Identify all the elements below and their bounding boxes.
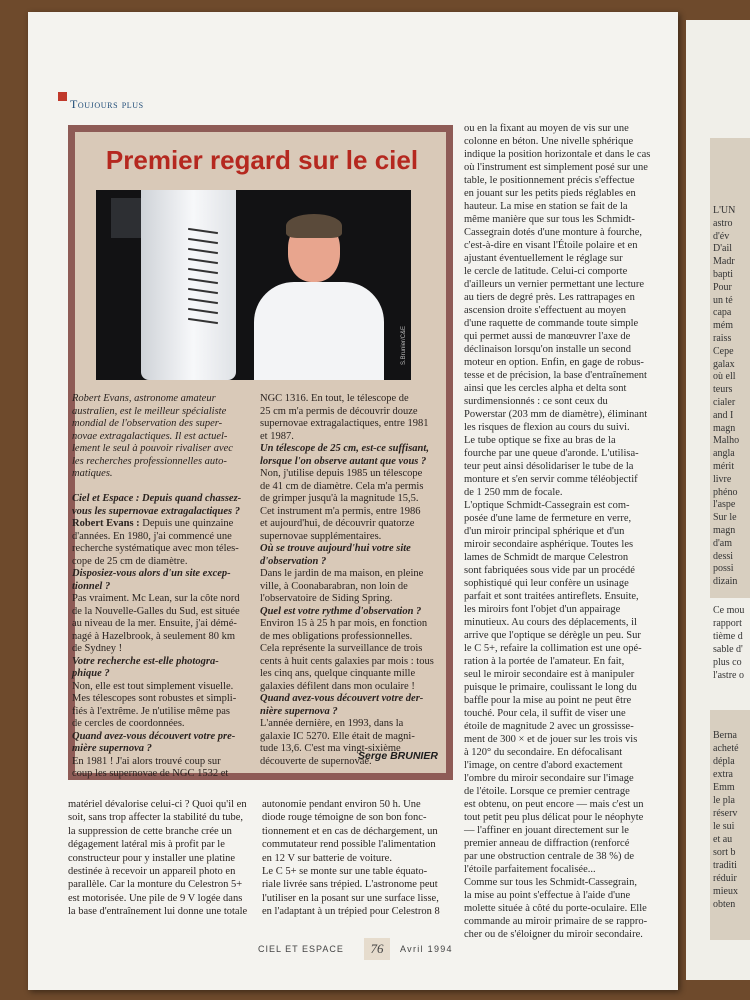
next-page-line: le pla (713, 795, 735, 806)
next-page-line: magn (713, 422, 736, 434)
text-line: d'années. En 1980, j'ai commencé une (72, 530, 232, 542)
text-line: indique la position horizontale et dans le cas (464, 149, 651, 160)
text-line: fiés à l'extrême. Je n'utilise même pas (72, 705, 231, 717)
next-page-line: obten (713, 899, 736, 910)
next-page-line: mieux (713, 886, 738, 897)
next-page-line: extra (713, 769, 733, 780)
text-line: arrive que l'optique se dérègle un peu. Sur (464, 630, 641, 641)
text-line: hauteur. La mise en station se fait de la (464, 201, 628, 212)
text-line: coup les supernovae de NGC 1532 et (72, 768, 229, 779)
text-line: diode rouge témoigne de son bon fonc- (262, 812, 427, 824)
text-line: les recherches professionnelles auto- (72, 455, 227, 467)
next-page-line: D'ail (713, 243, 733, 255)
text-line: — l'affiner en jouant directement sur le (464, 825, 629, 836)
text-line: posée d'une lame de fermeture en verre, (464, 513, 632, 524)
text-line: Non, j'utilise depuis 1985 un télescope (260, 468, 423, 479)
text-line: puisque le primaire, coulissant le long du (464, 682, 637, 693)
magazine-page (28, 12, 678, 990)
text-line: et aujourd'hui, de découvrir quatorze (260, 518, 415, 529)
text-line: de l'étoile. Lorsque ce premier centrage (464, 786, 630, 797)
next-page-line: sable d' (713, 644, 743, 655)
text-line: colonne en béton. Une nivelle sphérique (464, 136, 634, 147)
text-line: de 41 cm de diamètre. Cela m'a permis (260, 480, 424, 492)
text-line: commutateur rend possible l'alimentation (262, 839, 436, 851)
next-page-line: réduir (713, 873, 737, 884)
text-line: matiques. (72, 468, 113, 479)
text-line: riale livrée sans trépied. L'astronome peut (262, 879, 438, 891)
text-line: En 1981 ! J'ai alors trouvé coup sur (72, 755, 221, 767)
next-page-line: tième d (713, 631, 743, 642)
text-line: d'un miroir principal sphérique et d'un (464, 526, 625, 537)
next-page-line: Berna (713, 730, 737, 741)
next-page-line: Ce mou (713, 605, 745, 616)
text-line: Cassegrain dotés d'une monture à fourche, (464, 227, 643, 238)
text-line: teur peut ainsi désolidariser le tube de la (464, 461, 634, 472)
text-line: la base d'entraînement lui donne une totale (68, 906, 248, 918)
text-line: les miroirs font l'objet d'un appairage (464, 604, 621, 615)
text-line: Quel est votre rythme d'observation ? (260, 605, 422, 617)
text-line: dégagement latéral mis à profit par le (68, 839, 225, 851)
text-line: qui permet aussi de manœuvrer l'axe de (464, 331, 631, 342)
text-line: Pas vraiment. Mc Lean, sur la côte nord (72, 593, 240, 604)
footer-page-number: 76 (364, 938, 390, 960)
text-line: ajustant éventuellement le réglage sur (464, 253, 623, 264)
text-line: recherche systématique avec mon téles- (72, 543, 239, 554)
text-line: l'ombre du miroir secondaire sur l'image (464, 773, 634, 784)
text-line: les risques de flexion au cours du suivi. (464, 422, 630, 433)
text-line: seul le miroir secondaire est à manipuler (464, 669, 635, 680)
text-line: ou en la fixant au moyen de vis sur une (464, 123, 629, 134)
text-line: novae extragalactiques. Il est actuel- (72, 430, 228, 442)
text-line: de 1 250 mm de focale. (464, 487, 563, 498)
person-hair (286, 214, 342, 238)
text-line: ration à la portée de l'amateur. En fait, (464, 656, 625, 667)
text-line: lement le seul à pouvoir rivaliser avec (72, 443, 233, 454)
next-page-line: and I (713, 409, 734, 421)
text-line: de mes obligations professionnelles. (260, 630, 413, 642)
text-line: destinée à recevoir un appareil photo en (68, 866, 236, 877)
text-line: tude 13,6. C'est ma vingt-sixième (260, 743, 401, 754)
text-line: cope de 25 cm de diamètre. (72, 555, 188, 567)
text-line: sophistiqué qui leur confère un usinage (464, 578, 629, 589)
text-line: ascension droite s'effectuent au moyen (464, 305, 627, 316)
text-line: Quand avez-vous découvert votre der- (260, 693, 424, 704)
text-line: découverte de supernovae. (260, 755, 372, 767)
text-line: ainsi que les cercles alpha et delta sont (464, 383, 627, 394)
text-line: Robert Evans, astronome amateur (72, 393, 216, 404)
text-line: est motorisée. Une pile de 9 V logée dans (68, 892, 243, 904)
text-line: étoile de magnitude 2 avec un grossisse- (464, 721, 634, 732)
next-page-line: d'am (713, 537, 733, 549)
next-page-line: d'év (713, 230, 730, 242)
next-page-line: cialer (713, 397, 736, 408)
text-line: vous les supernovae extragalactiques ? (72, 505, 240, 517)
next-page-line: l'aspe (713, 499, 736, 511)
text-line: surdimensionnés : ce sont ceux du (464, 396, 608, 407)
text-line: l'étoile parfaitement focalisée... (464, 864, 596, 875)
text-line: Le tube optique se fixe au bras de la (464, 435, 616, 446)
text-line: ville, à Coonabarabran, non loin de (260, 580, 408, 592)
next-page-line: un té (713, 294, 733, 306)
text-line: le C 5+, refaire la collimation est une opé- (464, 643, 642, 654)
text-line: Où se trouve aujourd'hui votre site (260, 543, 411, 554)
rubric-label: Toujours plus (70, 97, 144, 111)
text-line: mondial de l'observation des super- (72, 418, 223, 429)
next-page (686, 20, 750, 980)
text-line: matériel dévalorise celui-ci ? Quoi qu'il en (68, 799, 247, 810)
text-line: Environ 15 à 25 h par mois, en fonction (260, 618, 428, 629)
next-page-line: acheté (713, 743, 739, 754)
footer-date: Avril 1994 (400, 944, 453, 954)
next-page-line: Cepe (713, 345, 734, 357)
text-line: d'observation ? (260, 555, 327, 567)
text-line: Comme sur tous les Schmidt-Cassegrain, (464, 877, 637, 888)
next-page-line: raiss (713, 333, 732, 344)
text-line: les cinq ans, quelque cinquante mille (260, 668, 416, 679)
text-line: commande au miroir primaire de se rappro- (464, 916, 648, 927)
article-title: Premier regard sur le ciel (105, 145, 419, 175)
text-line: miroir secondaire asphérique. Toutes les (464, 539, 634, 550)
text-line: Non, elle est tout simplement visuelle. (72, 680, 234, 692)
text-line: 25 cm m'a permis de découvrir douze (260, 405, 418, 417)
text-line: moteur en option. Enfin, en gage de robus- (464, 357, 644, 368)
next-page-line: réserv (713, 808, 738, 819)
next-page-line: où ell (713, 371, 736, 383)
next-page-line: Emm (713, 782, 735, 793)
next-page-line: astro (713, 217, 733, 229)
text-line: parfait et sont traitées antireflets. Ensuite, (464, 591, 639, 602)
next-page-line: L'UN (713, 205, 736, 216)
text-line: en jouant sur les petits pieds réglables en (464, 188, 636, 199)
text-line: supernovae extragalactiques, entre 1981 (260, 418, 429, 429)
next-page-line: mérit (713, 461, 735, 472)
text-line: phique ? (72, 668, 110, 679)
text-line: NGC 1316. En tout, le télescope de (260, 393, 409, 404)
text-line: même manière que sur tous les Schmidt- (464, 214, 635, 225)
text-line: et 1987. (260, 430, 294, 442)
next-page-line: livre (713, 473, 732, 485)
person-shirt (254, 282, 384, 380)
text-line: tout petit peu plus délicat pour le néophyte (464, 812, 644, 823)
text-line: premier anneau de diffraction (renforcé (464, 838, 630, 849)
next-page-line: rapport (713, 618, 742, 629)
next-page-line: phéno (713, 486, 738, 498)
next-page-line: traditi (713, 860, 737, 871)
text-line: galaxie IC 5270. Elle était de magni- (260, 730, 415, 742)
text-line: c'est-à-dire en visant l'Étoile polaire et en (464, 240, 638, 251)
text-line: Mes télescopes sont robustes et simpli- (72, 693, 237, 704)
telescope-tube (141, 190, 236, 380)
text-line: à 120° du secondaire. En défocalisant (464, 747, 623, 758)
text-line: tionnel ? (72, 580, 111, 592)
text-line: Powerstar (203 mm de diamètre), éliminant (464, 409, 648, 420)
text-line: Le C 5+ se monte sur une table équato- (262, 866, 428, 877)
next-page-line: magn (713, 525, 736, 536)
text-line: molette située à côté du porte-oculaire. Elle (464, 903, 647, 914)
text-line: par une obstruction centrale de 38 %) de (464, 851, 634, 862)
text-line: mière supernova ? (72, 743, 152, 754)
text-line: déclinaison lorsqu'on installe un second (464, 344, 631, 355)
text-line: autonomie pendant environ 50 h. Une (262, 799, 421, 810)
text-line: en 12 V sur batterie de voiture. (262, 852, 392, 864)
next-page-line: Pour (713, 281, 732, 293)
text-line: lames de Schmidt de marque Celestron (464, 552, 629, 563)
text-line: cents à huit cents galaxies par mois : tous (260, 655, 434, 667)
text-line: de la Nouvelle-Galles du Sud, est située (72, 605, 240, 617)
text-line: Disposiez-vous alors d'un site excep- (72, 568, 231, 579)
text-line: monture et s'en servir comme téléobjectif (464, 474, 638, 485)
text-line: L'année dernière, en 1993, dans la (260, 718, 404, 729)
author-signature: Serge BRUNIER (358, 750, 438, 762)
text-line: ment de 300 × et de jouer sur les trois vis (464, 734, 638, 745)
text-line: Robert Evans : Depuis une quinzaine (72, 518, 234, 529)
text-line: Cet instrument m'a permis, entre 1986 (260, 505, 421, 517)
text-line: l'image, on centre d'abord exactement (464, 760, 623, 771)
text-line: est obtenu, on peut encore — mais c'est un (464, 799, 644, 810)
text-line: l'observatoire de Siding Spring. (260, 593, 393, 604)
text-line: au tiers de degré près. Les rattrapages en (464, 292, 635, 303)
text-line: Ciel et Espace : Depuis quand chassez- (72, 493, 242, 504)
text-line: table, le positionnement précis s'effectue (464, 175, 635, 186)
next-page-line: et au (713, 834, 733, 845)
text-line: tionnement et en cas de déchargement, un (262, 825, 438, 837)
photo-credit: S.Brunier/C&E (401, 325, 407, 365)
text-line: la mise au point s'effectue à l'aide d'une (464, 890, 631, 901)
next-page-line: sort b (713, 847, 736, 858)
text-line: L'optique Schmidt-Cassegrain est com- (464, 500, 630, 511)
text-line: cher ou de s'éloigner du miroir secondaire. (464, 929, 643, 940)
footer-magazine: CIEL ET ESPACE (258, 944, 344, 954)
text-line: touché. Pour cela, il suffit de viser une (464, 708, 626, 719)
next-page-line: Madr (713, 256, 735, 268)
next-page-line: capa (713, 307, 732, 319)
text-line: baffle pour la mise au point ne peut être (464, 695, 632, 706)
text-line: constructeur pour y installer une platine (68, 852, 236, 864)
text-line: l'utiliser en la posant sur une surface lisse, (262, 892, 439, 904)
text-line: en l'adaptant à un trépied pour Celestron 8 (262, 906, 440, 918)
next-page-line: galax (713, 358, 735, 370)
next-page-line: dépla (713, 756, 735, 767)
rubric-marker (58, 92, 67, 101)
text-line: nagé à Hazelbrook, à seulement 80 km (72, 630, 235, 642)
next-page-line: teurs (713, 384, 733, 396)
text-line: parallèle. Car la monture du Celestron 5+ (68, 879, 243, 891)
text-line: Dans le jardin de ma maison, en pleine (260, 568, 424, 579)
next-page-line: angla (713, 448, 735, 460)
text-line: Un télescope de 25 cm, est-ce suffisant, (260, 443, 429, 454)
text-line: lorsque l'on observe autant que vous ? (260, 455, 427, 467)
text-line: de cercles de coordonnées. (72, 718, 185, 729)
text-line: supernovae supplémentaires. (260, 530, 382, 542)
next-page-line: dizain (713, 576, 738, 588)
text-line: Quand avez-vous découvert votre pre- (72, 730, 236, 742)
next-page-line: le sui (713, 821, 735, 832)
next-page-line: Sur le (713, 512, 737, 524)
text-line: d'ailleurs un vernier permettant une lecture (464, 279, 645, 290)
next-page-line: Malho (713, 435, 740, 447)
next-page-line: plus co (713, 657, 742, 668)
text-line: Cela représente la surveillance de trois (260, 643, 423, 654)
text-line: tesse et de précision, la base d'entraînement (464, 370, 647, 381)
text-line: nière supernova ? (260, 705, 338, 717)
text-line: soit, sans trop affecter la stabilité du tube, (68, 812, 244, 824)
text-line: où l'instrument est simplement posé sur une (464, 162, 648, 173)
text-line: Votre recherche est-elle photogra- (72, 655, 219, 667)
text-line: de grimper jusqu'à la magnitude 15,5. (260, 493, 419, 504)
next-page-line: possi (713, 563, 734, 575)
article-photo (96, 190, 411, 380)
text-line: galaxies défilent dans mon oculaire ! (260, 680, 415, 692)
text-line: au niveau de la mer. Ensuite, j'ai démé- (72, 618, 237, 629)
text-line: de Sydney ! (72, 643, 123, 654)
next-page-line: dessi (713, 550, 733, 562)
next-page-line: l'astre o (713, 670, 744, 681)
text-line: australien, est le meilleur spécialiste (72, 405, 227, 417)
next-page-line: mém (713, 320, 733, 332)
text-line: minutieux. Au cours des déplacements, il (464, 617, 637, 628)
text-line: sont fabriquées sous vide par un procédé (464, 565, 635, 576)
next-page-line: bapti (713, 269, 733, 280)
text-line: le cercle de latitude. Celui-ci comporte (464, 266, 628, 277)
text-line: fourche par une queue d'aronde. L'utilisa- (464, 448, 639, 459)
text-line: la suppression de cette branche crée un (68, 825, 232, 837)
text-line: d'une raquette de commande toute simple (464, 318, 639, 329)
